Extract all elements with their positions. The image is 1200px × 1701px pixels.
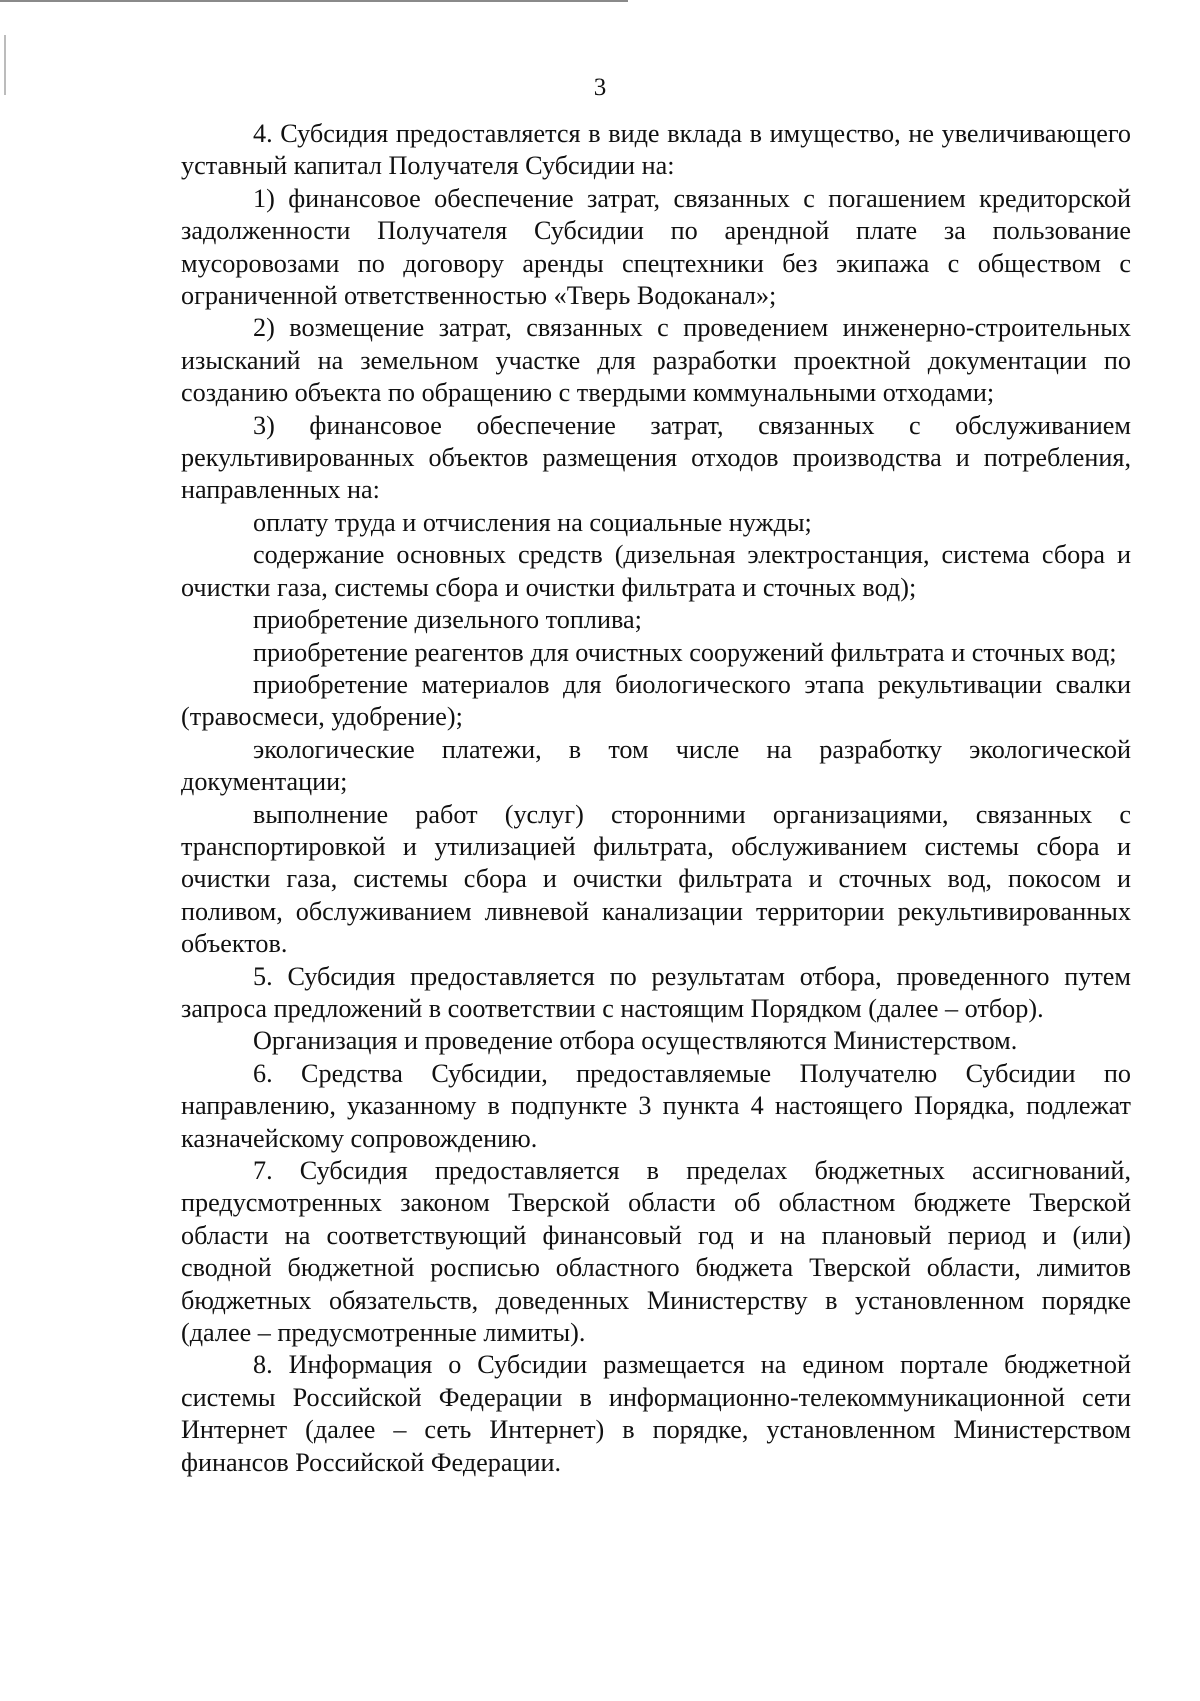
paragraph-item-5: 5. Субсидия предоставляется по результатам отбора, проведенного путем запроса предложений в соответствии с настоящим Порядком (далее – отбор). — [181, 961, 1131, 1023]
paragraph-expense-materials: приобретение материалов для биологического этапа рекультивации свалки (травосмеси, удобрение); — [181, 669, 1131, 732]
paragraph-item-6: 6. Средства Субсидии, предоставляемые Получателю Субсидии по направлению, указанному в подпункте 3 пункта 4 настоящего Порядка, подлежат казначейскому сопровождению. — [181, 1058, 1131, 1153]
paragraph-expense-services: выполнение работ (услуг) сторонними организациями, связанных с транспортировкой и утилизацией фильтрата, обслуживанием системы сбора и очистки газа, системы сбора и очистки фильтрата и сточных вод, покосом и поливом, обслуживанием ливневой канализации территории рекультивированных объектов. — [181, 799, 1131, 959]
page-number: 3 — [593, 74, 607, 101]
paragraph-item-8: 8. Информация о Субсидии размещается на едином портале бюджетной системы Российской Федерации в информационно-телекоммуникационной сети Интернет (далее – сеть Интернет) в порядке, установленном Министерством финансов Российской Федерации. — [181, 1350, 1131, 1477]
paragraph-expense-labor: оплату труда и отчисления на социальные нужды; — [253, 507, 812, 537]
paragraph-expense-maintenance: содержание основных средств (дизельная электростанция, система сбора и очистки газа, системы сбора и очистки фильтрата и сточных вод); — [181, 540, 1131, 602]
paragraph-expense-reagents: приобретение реагентов для очистных сооружений фильтрата и сточных вод; — [253, 637, 1117, 667]
paragraph-subitem-3: 3) финансовое обеспечение затрат, связанных с обслуживанием рекультивированных объектов размещения отходов производства и потребления, направленных на: — [181, 410, 1131, 505]
paragraph-selection-organization: Организация и проведение отбора осуществляются Министерством. — [253, 1026, 1018, 1056]
document-body — [181, 118, 1131, 1479]
paragraph-expense-fuel: приобретение дизельного топлива; — [253, 605, 642, 635]
scan-edge-line — [0, 0, 628, 2]
paragraph-expense-ecology: экологические платежи, в том числе на разработку экологической документации; — [181, 734, 1131, 797]
paragraph-subitem-1: 1) финансовое обеспечение затрат, связанных с погашением кредиторской задолженности Получателя Субсидии по арендной плате за пользование мусоровозами по договору аренды спецтехники без экипажа с обществом с ограниченной ответственностью «Тверь Водоканал»; — [181, 183, 1131, 311]
paragraph-subitem-2: 2) возмещение затрат, связанных с проведением инженерно-строительных изысканий на земельном участке для разработки проектной документации по созданию объекта по обращению с твердыми коммунальными отходами; — [181, 313, 1131, 408]
paragraph-item-4: 4. Субсидия предоставляется в виде вклада в имущество, не увеличивающего уставный капитал Получателя Субсидии на: — [181, 119, 1131, 181]
paragraph-item-7: 7. Субсидия предоставляется в пределах бюджетных ассигнований, предусмотренных законом Тверской области об областном бюджете Тверской области на соответствующий финансовый год и на плановый период и (или) сводной бюджетной росписью областного бюджета Тверской области, лимитов бюджетных обязательств, доведенных Министерству в установленном порядке (далее – предусмотренные лимиты). — [181, 1156, 1131, 1348]
